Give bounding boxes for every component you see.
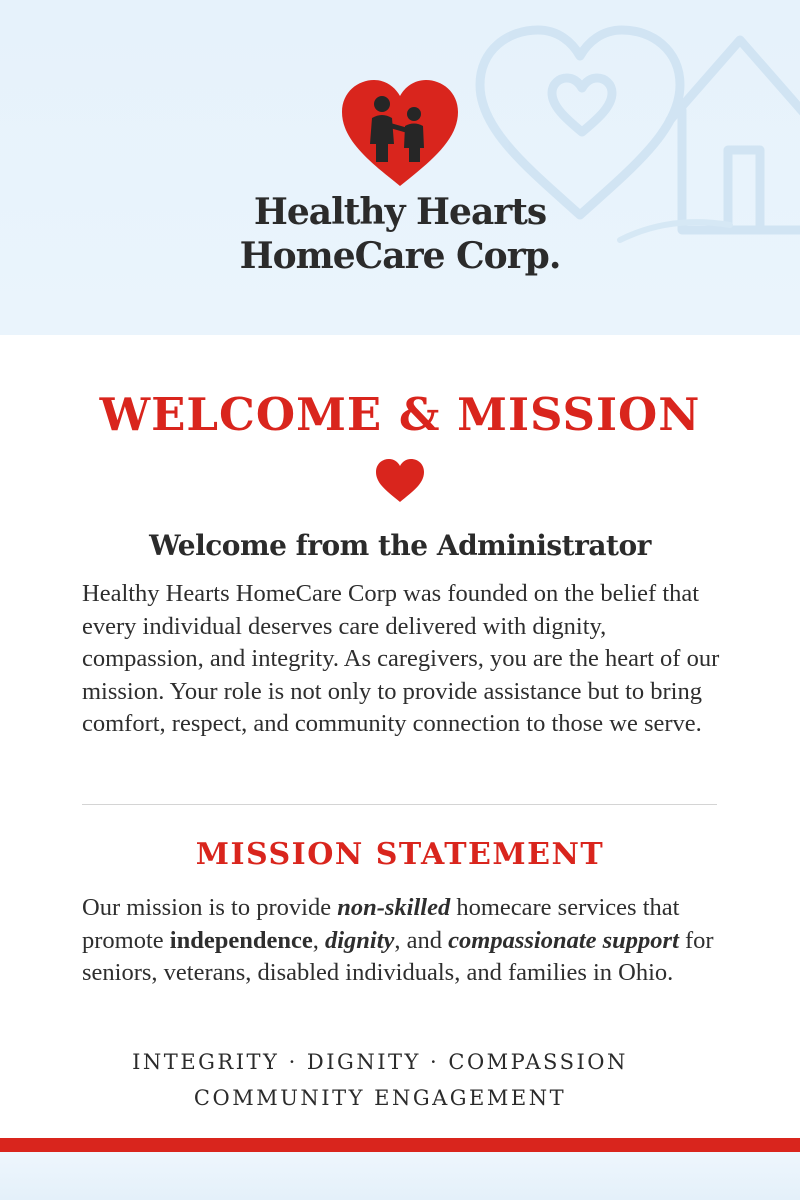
mission-text: for seniors, veterans, disabled individuals, and families in Ohio. <box>82 926 714 986</box>
section-divider <box>82 804 717 805</box>
heart-icon <box>374 458 426 504</box>
mission-text: , and <box>394 926 449 954</box>
page-title: WELCOME & MISSION <box>99 388 701 441</box>
brand-line-1: Healthy Hearts <box>253 191 547 233</box>
mission-body <box>82 892 732 990</box>
core-values-line-2: COMMUNITY ENGAGEMENT <box>193 1086 567 1110</box>
mission-emphasis-non-skilled: non-skilled <box>337 894 451 921</box>
mission-text: , <box>312 926 325 954</box>
core-values-line-1: INTEGRITY · DIGNITY · COMPASSION <box>132 1050 628 1074</box>
mission-text: Our mission is to provide <box>82 894 338 921</box>
welcome-body: Healthy Hearts HomeCare Corp was founded on the belief that every individual deserves care delivered with dignity, compassion, and integrity. As caregivers, you are the heart of our mission. Your role is not only to provide assistance but to bring comfort, respect, and community connection to those we serve. <box>82 580 720 737</box>
mission-emphasis-compassionate-support: compassionate support <box>448 926 679 954</box>
brand-name <box>0 190 800 278</box>
mission-heading: MISSION STATEMENT <box>195 837 605 872</box>
mission-emphasis-dignity: dignity <box>324 926 395 954</box>
brand-line-2: HomeCare Corp. <box>239 235 561 277</box>
heart-with-caregiver-icon <box>340 78 460 190</box>
welcome-heading: Welcome from the Administrator <box>149 529 651 562</box>
mission-text: homecare services that promote <box>82 894 680 954</box>
mission-emphasis-independence: independence <box>169 926 313 954</box>
header-band <box>0 0 800 335</box>
footer-band <box>0 1152 800 1200</box>
footer-accent-bar <box>0 1138 800 1152</box>
